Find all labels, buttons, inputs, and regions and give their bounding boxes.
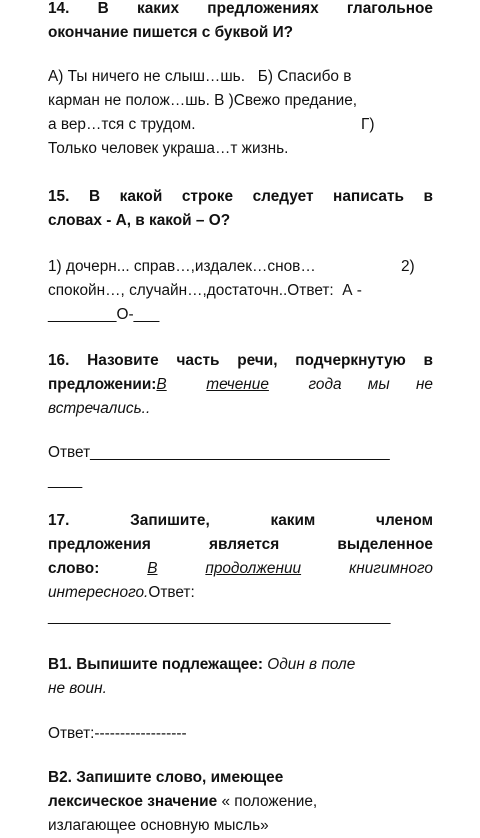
q14-title-line2: окончание пишется с буквой И? xyxy=(48,24,294,41)
q17-answer-label: Ответ: xyxy=(148,584,195,601)
q17-word-knigimnogo: книгимного xyxy=(348,560,433,577)
b1-line1 xyxy=(48,653,433,677)
q15-option-2-label: 2) xyxy=(401,258,415,275)
q16-underlined-techenie: течение xyxy=(206,376,269,393)
q17-word-zapishite: Запишите, xyxy=(130,512,210,529)
q15-option-line2: спокойн…, случайн…,достаточн..Ответ: А - xyxy=(48,282,362,299)
q16-sentence-line3: встречались.. xyxy=(48,400,151,417)
b1-title: В1. Выпишите подлежащее: xyxy=(48,656,263,673)
q17-underlined-prodolzhenii: продолжении xyxy=(205,560,302,577)
question-14-title xyxy=(48,0,433,45)
q16-underlined-v: В xyxy=(156,376,167,393)
q14-option-line3-text: а вер…тся с трудом. xyxy=(48,116,196,133)
q17-word-interesnogo: интересного. xyxy=(48,584,149,601)
q17-underlined-v: В xyxy=(147,560,158,577)
q15-option-line1-text: 1) дочерн... справ…,издалек…снов… xyxy=(48,258,316,275)
q14-option-g-label: Г) xyxy=(361,116,375,133)
q14-title-line1: 14. В каких предложениях глагольное xyxy=(48,0,433,17)
q17-line1 xyxy=(48,509,433,533)
question-15-options xyxy=(48,255,433,327)
q15-option-line3: ________О-___ xyxy=(48,306,160,323)
question-15-title xyxy=(48,185,433,233)
q17-word-chlenom: членом xyxy=(376,512,433,529)
b1-sentence-part2: не воин. xyxy=(48,680,107,697)
q17-word-slovo: слово: xyxy=(48,560,100,577)
question-14-options xyxy=(48,65,433,161)
q16-answer-line2: ____ xyxy=(48,472,83,489)
q17-number: 17. xyxy=(48,512,70,529)
q14-option-line2: карман не полож…шь. В )Свежо предание, xyxy=(48,92,358,109)
q16-title-line2 xyxy=(48,373,433,397)
b1-sentence-part1: Один в поле xyxy=(263,656,356,673)
task-b1 xyxy=(48,653,433,701)
q17-word-predlozheniya: предложения xyxy=(48,536,151,553)
q16-answer-line1: Ответ___________________________________ xyxy=(48,444,390,461)
q17-answer-line: ________________________________________ xyxy=(48,608,391,625)
q16-sentence-rest: года мы не xyxy=(308,376,433,393)
b2-title-line1: В2. Запишите слово, имеющее xyxy=(48,769,284,786)
question-16 xyxy=(48,349,433,421)
q17-word-kakim: каким xyxy=(270,512,316,529)
b2-definition-part2: излагающее основную мысль» xyxy=(48,817,269,834)
q15-option-line1 xyxy=(48,255,433,279)
q14-option-line1: А) Ты ничего не слыш…шь. Б) Спасибо в xyxy=(48,68,352,85)
task-b2 xyxy=(48,766,433,838)
q17-word-yavlyaetsya: является xyxy=(208,536,280,553)
q15-title-line1: 15. В какой строке следует написать в xyxy=(48,188,433,205)
q14-option-line4: Только человек украша…т жизнь. xyxy=(48,140,289,157)
q17-line3 xyxy=(48,557,433,581)
q14-option-line3 xyxy=(48,113,433,137)
q17-line2 xyxy=(48,533,433,557)
b2-line2 xyxy=(48,790,433,814)
q16-title-line1: 16. Назовите часть речи, подчеркнутую в xyxy=(48,352,433,369)
b1-answer: Ответ:------------------ xyxy=(48,725,187,742)
q17-line4 xyxy=(48,581,433,605)
q16-answer xyxy=(48,441,433,493)
q16-title-bold: предложении: xyxy=(48,376,157,393)
q17-word-vydelennoe: выделенное xyxy=(337,536,433,553)
q16-sentence-start xyxy=(48,373,167,397)
q15-title-line2: словах - А, в какой – О? xyxy=(48,212,231,229)
question-17 xyxy=(48,509,433,629)
b2-title-bold: лексическое значение xyxy=(48,793,218,810)
b2-definition-part1: « положение, xyxy=(217,793,318,810)
